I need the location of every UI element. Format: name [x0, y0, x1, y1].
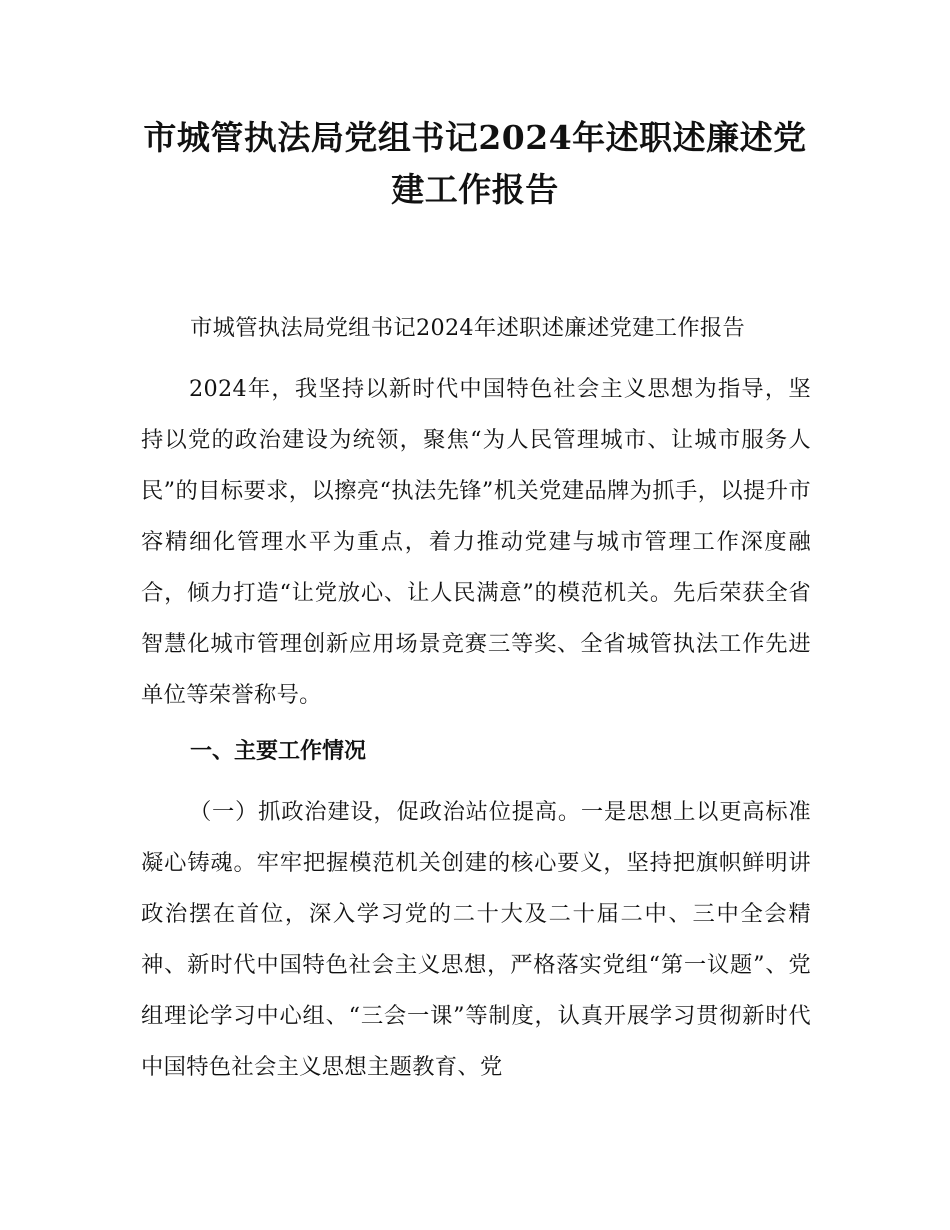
document-subtitle: 市城管执法局党组书记2024年述职述廉述党建工作报告: [190, 315, 746, 341]
section-paragraph: （一）抓政治建设，促政治站位提高。一是思想上以更高标准凝心铸魂。牢牢把握模范机关创建的核心要义，坚持把旗帜鲜明讲政治摆在首位，深入学习党的二十大及二十届二中、三中全会精神、新时代中国特色社会主义思想，严格落实党组“第一议题”、党组理论学习中心组、“三会一课”等制度，认真开展学习贯彻新时代中国特色社会主义思想主题教育、党: [141, 799, 811, 1080]
section-heading: 一、主要工作情况: [190, 739, 367, 764]
intro-paragraph: 2024年，我坚持以新时代中国特色社会主义思想为指导，坚持以党的政治建设为统领，聚焦“为人民管理城市、让城市服务人民”的目标要求，以擦亮“执法先锋”机关党建品牌为抓手，以提升市容精细化管理水平为重点，着力推动党建与城市管理工作深度融合，倾力打造“让党放心、让人民满意”的模范机关。先后荣获全省智慧化城市管理创新应用场景竞赛三等奖、全省城管执法工作先进单位等荣誉称号。: [141, 376, 811, 708]
document-title: 市城管执法局党组书记2024年述职述廉述党建工作报告: [143, 118, 807, 209]
